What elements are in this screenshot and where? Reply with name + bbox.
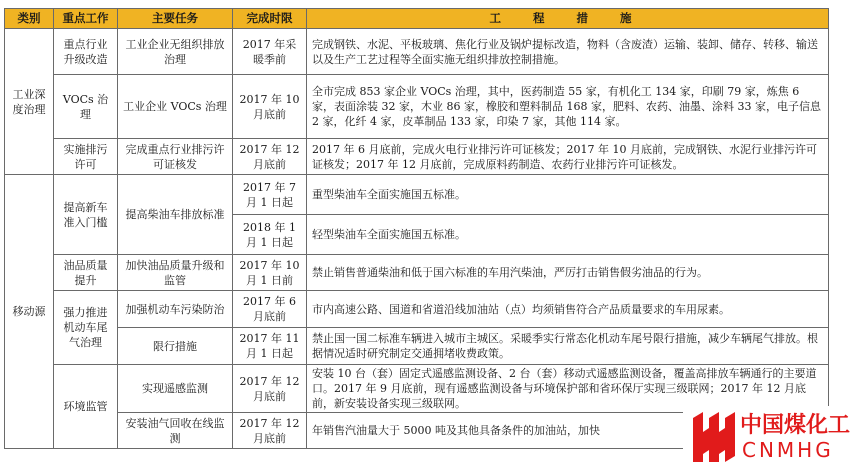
measure-cell: 年销售汽油量大于 5000 吨及其他具备条件的加油站，加快 <box>307 413 829 449</box>
task-cell: 安装油气回收在线监测 <box>118 413 233 449</box>
measure-cell: 市内高速公路、国道和省道沿线加油站（点）均须销售符合产品质量要求的车用尿素。 <box>307 291 829 328</box>
table-row <box>5 75 829 139</box>
measure-cell: 禁止国一国二标准车辆进入城市主城区。采暖季实行常态化机动车尾号限行措施，减少车辆尾气排放。根据情况适时研究制定交通拥堵收费政策。 <box>307 328 829 365</box>
deadline-cell: 2017 年 6 月底前 <box>233 291 307 328</box>
task-cell: 提高柴油车排放标准 <box>118 175 233 255</box>
key-work-cell: VOCs 治理 <box>54 75 118 139</box>
measure-cell: 禁止销售普通柴油和低于国六标准的车用汽柴油，严厉打击销售假劣油品的行为。 <box>307 255 829 291</box>
measure-cell: 全市完成 853 家企业 VOCs 治理，其中，医药制造 55 家，有机化工 134 家，印刷 79 家，炼焦 6 家，表面涂装 32 家，木业 86 家，橡胶和塑料制品 168 家，肥料、农药、油墨、涂料 33 家，电子信息 2 家，化纤 4 家，皮革制品 133 家，印染 7 家，其他 114 家。 <box>307 75 829 139</box>
header-row <box>5 9 829 29</box>
key-work-cell: 环境监管 <box>54 365 118 449</box>
table-row <box>5 255 829 291</box>
measures-table <box>4 8 829 449</box>
key-work-cell: 实施排污许可 <box>54 139 118 175</box>
table-row <box>5 139 829 175</box>
header-category: 类别 <box>5 9 54 29</box>
measure-cell: 安装 10 台（套）固定式遥感监测设备、2 台（套）移动式遥感监测设备，覆盖高排放车辆通行的主要道口。2017 年 9 月底前，现有遥感监测设备与环境保护部和省环保厅实现三级联网；2017 年 12 月底前，新安装设备实现三级联网。 <box>307 365 829 413</box>
task-cell: 实现遥感监测 <box>118 365 233 413</box>
key-work-cell: 强力推进机动车尾气治理 <box>54 291 118 365</box>
watermark <box>683 406 850 469</box>
key-work-cell: 提高新车准入门槛 <box>54 175 118 255</box>
task-cell: 工业企业 VOCs 治理 <box>118 75 233 139</box>
task-cell: 限行措施 <box>118 328 233 365</box>
task-cell: 加快油品质量升级和监管 <box>118 255 233 291</box>
header-deadline: 完成时限 <box>233 9 307 29</box>
deadline-cell: 2017 年 11 月 1 日起 <box>233 328 307 365</box>
watermark-name-en: CNMHG <box>742 438 834 462</box>
category-cell: 移动源 <box>5 175 54 449</box>
deadline-cell: 2018 年 1 月 1 日起 <box>233 215 307 255</box>
task-cell: 加强机动车污染防治 <box>118 291 233 328</box>
key-work-cell: 油品质量提升 <box>54 255 118 291</box>
table-row <box>5 175 829 215</box>
key-work-cell: 重点行业升级改造 <box>54 29 118 75</box>
header-main-task: 主要任务 <box>118 9 233 29</box>
logo-icon <box>689 410 737 464</box>
deadline-cell: 2017 年 12 月底前 <box>233 413 307 449</box>
measure-cell: 重型柴油车全面实施国五标准。 <box>307 175 829 215</box>
header-measures: 工 程 措 施 <box>307 9 829 29</box>
deadline-cell: 2017 年 12 月底前 <box>233 365 307 413</box>
table-row <box>5 328 829 365</box>
measure-cell: 2017 年 6 月底前，完成火电行业排污许可证核发；2017 年 10 月底前，完成钢铁、水泥行业排污许可证核发；2017 年 12 月底前，完成原料药制造、农药行业排污许可证核发。 <box>307 139 829 175</box>
deadline-cell: 2017 年采暖季前 <box>233 29 307 75</box>
header-key-work: 重点工作 <box>54 9 118 29</box>
watermark-name-cn: 中国煤化工 <box>740 413 850 438</box>
task-cell: 工业企业无组织排放治理 <box>118 29 233 75</box>
measure-cell: 完成钢铁、水泥、平板玻璃、焦化行业及锅炉提标改造，物料（含废渣）运输、装卸、储存、转移、输送以及生产工艺过程等全面实施无组织排放控制措施。 <box>307 29 829 75</box>
deadline-cell: 2017 年 10 月 1 日前 <box>233 255 307 291</box>
deadline-cell: 2017 年 12 月底前 <box>233 139 307 175</box>
category-cell: 工业深度治理 <box>5 29 54 175</box>
task-cell: 完成重点行业排污许可证核发 <box>118 139 233 175</box>
deadline-cell: 2017 年 7 月 1 日起 <box>233 175 307 215</box>
table-row <box>5 29 829 75</box>
table-row <box>5 291 829 328</box>
measure-cell: 轻型柴油车全面实施国五标准。 <box>307 215 829 255</box>
deadline-cell: 2017 年 10 月底前 <box>233 75 307 139</box>
